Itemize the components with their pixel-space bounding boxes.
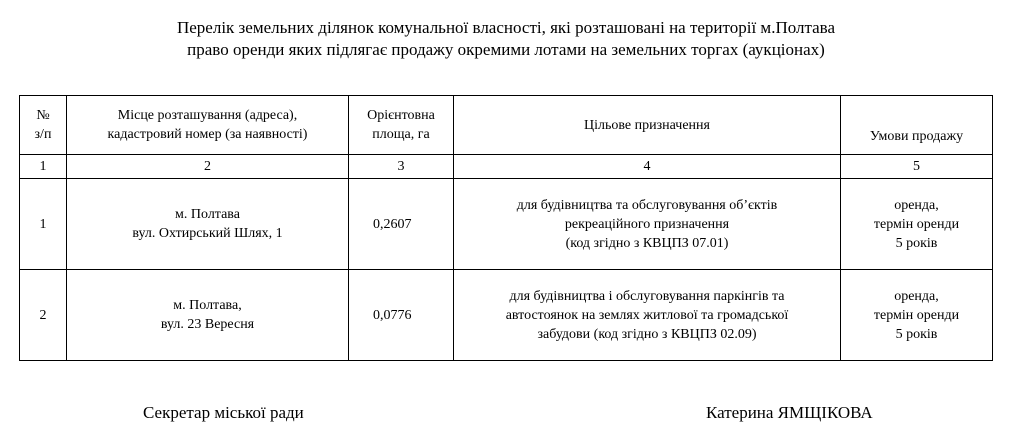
- header-purpose: [454, 96, 841, 155]
- title-line-2: право оренди яких підлягає продажу окремими лотами на земельних торгах (аукціонах): [187, 40, 825, 59]
- header-location-line1: Місце розташування (адреса),: [117, 108, 298, 123]
- column-number-row: [20, 155, 993, 179]
- header-number-line1: №: [36, 108, 50, 123]
- row-number: 1: [20, 179, 67, 270]
- row-location: [67, 179, 349, 270]
- row-terms: [841, 179, 993, 270]
- land-plots-table: [19, 95, 993, 361]
- row-terms-line2: термін оренди: [873, 216, 960, 232]
- row-terms: [841, 270, 993, 361]
- row-location-line1: м. Полтава,: [173, 298, 242, 313]
- column-number: 2: [67, 155, 349, 179]
- row-terms-line1: оренда,: [894, 197, 939, 213]
- signature-position: Секретар міської ради: [143, 403, 304, 422]
- header-area-line2: площа, га: [372, 127, 430, 142]
- table-header-row: [20, 96, 993, 155]
- header-number-line2: з/п: [34, 127, 52, 142]
- row-terms-line2: термін оренди: [873, 307, 960, 323]
- row-purpose-line3: забудови (код згідно з КВЦПЗ 02.09): [537, 326, 757, 342]
- table-row: [20, 270, 993, 361]
- column-number: 1: [20, 155, 67, 179]
- row-purpose-line2: рекреаційного призначення: [564, 216, 730, 232]
- signature-name: Катерина ЯМЩІКОВА: [706, 403, 873, 422]
- column-number: 3: [349, 155, 454, 179]
- row-purpose: [454, 270, 841, 361]
- row-purpose-line2: автостоянок на землях житлової та громадської: [505, 307, 789, 323]
- row-location-line1: м. Полтава: [175, 207, 240, 222]
- row-purpose-line1: для будівництва і обслуговування паркінгів та: [509, 288, 785, 304]
- row-purpose: [454, 179, 841, 270]
- row-purpose-line3: (код згідно з КВЦПЗ 07.01): [565, 235, 729, 251]
- header-location-line2: кадастровий номер (за наявності): [107, 127, 308, 142]
- header-terms-text: Умови продажу: [869, 129, 964, 144]
- title-line-1: Перелік земельних ділянок комунальної власності, які розташовані на території м.Полтава: [176, 18, 836, 37]
- row-terms-line3: 5 років: [895, 326, 938, 342]
- row-terms-line3: 5 років: [895, 235, 938, 251]
- row-location-line2: вул. 23 Вересня: [160, 317, 255, 332]
- header-area: [349, 96, 454, 155]
- row-location-line2: вул. Охтирський Шлях, 1: [132, 226, 283, 241]
- header-terms: [841, 96, 993, 155]
- column-number: 4: [454, 155, 841, 179]
- header-number: [20, 96, 67, 155]
- table-row: [20, 179, 993, 270]
- header-purpose-text: Цільове призначення: [584, 117, 710, 133]
- column-number: 5: [841, 155, 993, 179]
- header-location: [67, 96, 349, 155]
- document-title: [0, 17, 1012, 61]
- row-area: 0,0776: [349, 270, 454, 361]
- row-location: [67, 270, 349, 361]
- row-purpose-line1: для будівництва та обслуговування об’єктів: [516, 197, 778, 213]
- row-terms-line1: оренда,: [894, 288, 939, 304]
- row-area: 0,2607: [349, 179, 454, 270]
- row-number: 2: [20, 270, 67, 361]
- header-area-line1: Орієнтовна: [367, 108, 435, 123]
